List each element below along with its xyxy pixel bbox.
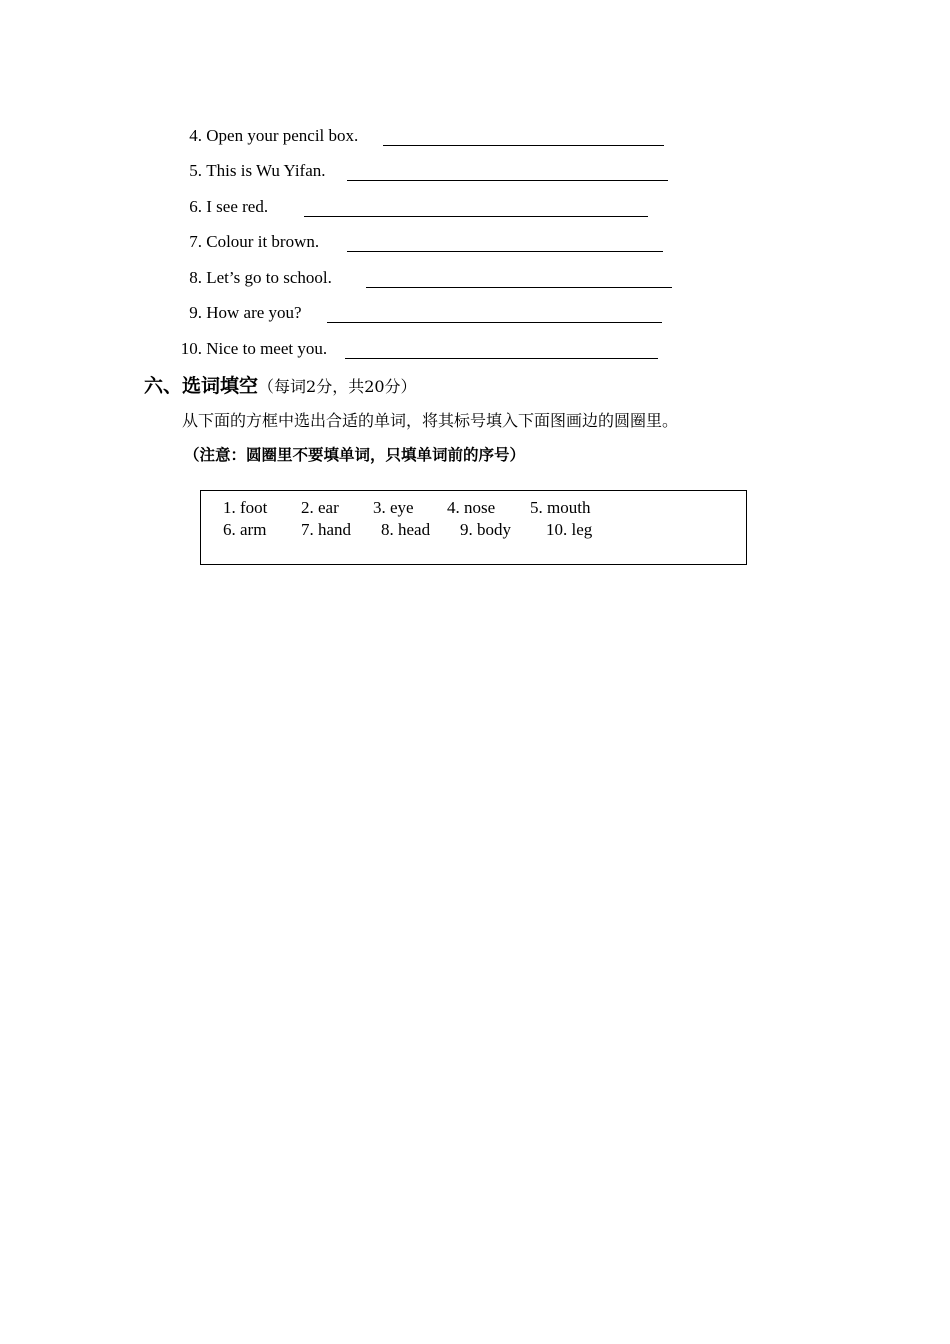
question-row: [150, 124, 710, 148]
section-title: 六、选词填空: [144, 375, 259, 397]
section-note: （注意：圆圈里不要填单词，只填单词前的序号）: [184, 446, 526, 464]
word-bank-box: [200, 490, 747, 565]
answer-line[interactable]: [347, 180, 668, 181]
word-bank-item: 5. mouth: [530, 498, 591, 517]
question-number: 4.: [189, 126, 202, 145]
word-bank-item: 8. head: [381, 520, 431, 539]
question-text: I see red.: [206, 197, 269, 216]
word-bank-item: 3. eye: [373, 498, 414, 517]
question-text: How are you?: [206, 303, 302, 322]
word-bank-item: 6. arm: [223, 520, 267, 539]
question-text: Nice to meet you.: [206, 339, 328, 358]
question-number: 6.: [189, 197, 202, 216]
question-row: [150, 159, 710, 183]
section-heading: [144, 372, 417, 400]
question-number: 7.: [189, 232, 202, 251]
question-row: [150, 337, 710, 361]
answer-line[interactable]: [327, 322, 662, 323]
question-text: This is Wu Yifan.: [206, 161, 326, 180]
question-text: Open your pencil box.: [206, 126, 359, 145]
word-bank-item: 1. foot: [223, 498, 268, 517]
question-number: 5.: [189, 161, 202, 180]
question-row: [150, 230, 710, 254]
answer-line[interactable]: [304, 216, 648, 217]
question-row: [150, 195, 710, 219]
section-instruction: 从下面的方框中选出合适的单词，将其标号填入下面图画边的圆圈里。: [182, 411, 679, 430]
question-number: 8.: [189, 268, 202, 287]
word-bank-item: 7. hand: [301, 520, 352, 539]
answer-line[interactable]: [366, 287, 672, 288]
word-bank-item: 10. leg: [546, 520, 593, 539]
question-row: [150, 266, 710, 290]
question-number: 10.: [180, 339, 202, 358]
question-text: Let’s go to school.: [206, 268, 332, 287]
question-text: Colour it brown.: [206, 232, 320, 251]
word-bank-item: 4. nose: [447, 498, 496, 517]
answer-line[interactable]: [383, 145, 664, 146]
word-bank-item: 2. ear: [301, 498, 339, 517]
answer-line[interactable]: [345, 358, 658, 359]
word-bank-item: 9. body: [460, 520, 511, 539]
section-points: （每词2分，共20分）: [258, 377, 417, 396]
question-row: [150, 301, 710, 325]
answer-line[interactable]: [347, 251, 663, 252]
question-number: 9.: [189, 303, 202, 322]
